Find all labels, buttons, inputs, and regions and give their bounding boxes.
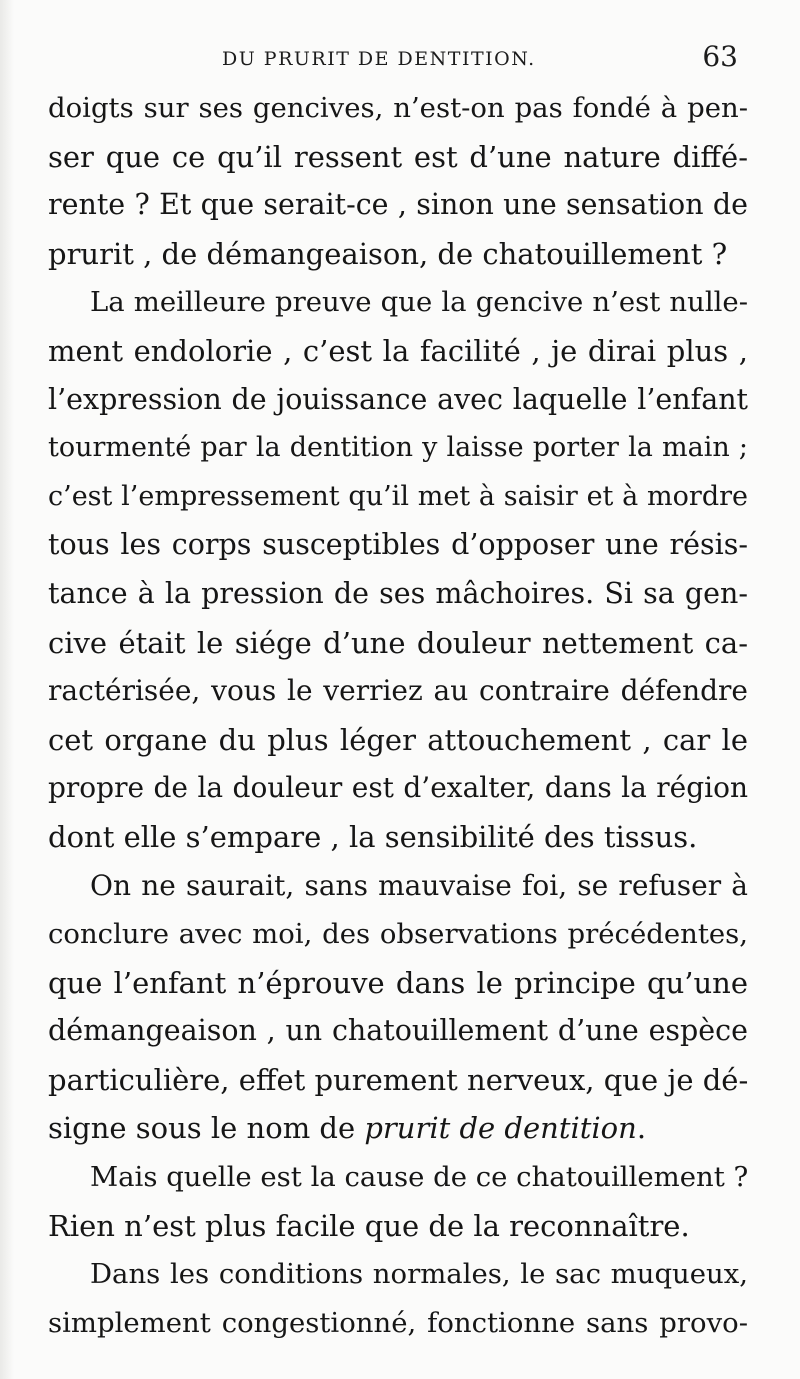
text-line: que l’enfant n’éprouve dans le principe qu’une (48, 965, 748, 1000)
text-line: propre de la douleur est d’exalter, dans la région (48, 771, 748, 805)
page-edge-shadow (0, 0, 14, 1379)
text-line: c’est l’empressement qu’il met à saisir et à mordre (48, 480, 748, 512)
text-line: démangeaison , un chatouillement d’une espèce (48, 1014, 748, 1048)
text-line: Rien n’est plus facile que de la reconnaître. (48, 1208, 690, 1243)
page-header (52, 40, 744, 74)
text-line: rente ? Et que serait-ce , sinon une sensation de (48, 188, 748, 222)
text-line: simplement congestionné, fonctionne sans provo- (48, 1306, 748, 1339)
text-line: conclure avec moi, des observations précédentes, (48, 918, 748, 951)
paragraph-5 (48, 1250, 748, 1347)
text-line: cive était le siége d’une douleur nettement ca- (48, 625, 748, 660)
text-line: Dans les conditions normales, le sac muqueux, (90, 1258, 748, 1291)
paragraph-3 (48, 862, 748, 1154)
text-segment: signe sous le nom de (48, 1111, 365, 1146)
paragraph-4 (48, 1153, 748, 1250)
text-line: La meilleure preuve que la gencive n’est nulle- (90, 286, 748, 319)
text-line: cet organe du plus léger attouchement , car le (48, 722, 748, 757)
body-text (48, 84, 748, 1347)
text-line: dont elle s’empare , la sensibilité des tissus. (48, 819, 698, 854)
text-line: tance à la pression de ses mâchoires. Si sa gen- (48, 576, 748, 610)
running-title: DU PRURIT DE DENTITION. (222, 48, 536, 70)
text-line: ment endolorie , c’est la facilité , je dirai plus , (48, 333, 748, 368)
text-line: tourmenté par la dentition y laisse porter la main ; (48, 432, 748, 464)
text-line: prurit , de démangeaison, de chatouillement ? (48, 236, 728, 271)
text-line: particulière, effet purement nerveux, que je dé- (48, 1062, 749, 1097)
text-line: Mais quelle est la cause de ce chatouillement ? (90, 1161, 749, 1194)
italic-term: prurit de dentition (364, 1111, 637, 1146)
text-line: On ne saurait, sans mauvaise foi, se refuser à (90, 868, 748, 902)
paragraph-1 (48, 84, 748, 278)
text-line: tous les corps susceptibles d’opposer une résis- (48, 528, 748, 562)
text-line: l’expression de jouissance avec laquelle l’enfant (48, 382, 748, 416)
text-line (48, 1104, 748, 1153)
text-line: ractérisée, vous le verriez au contraire défendre (48, 674, 748, 708)
text-line: ser que ce qu’il ressent est d’une nature diffé- (48, 139, 748, 174)
text-segment: . (636, 1111, 647, 1146)
text-line: doigts sur ses gencives, n’est-on pas fondé à pen- (48, 92, 748, 124)
page-number: 63 (702, 40, 738, 73)
paragraph-2 (48, 278, 748, 861)
